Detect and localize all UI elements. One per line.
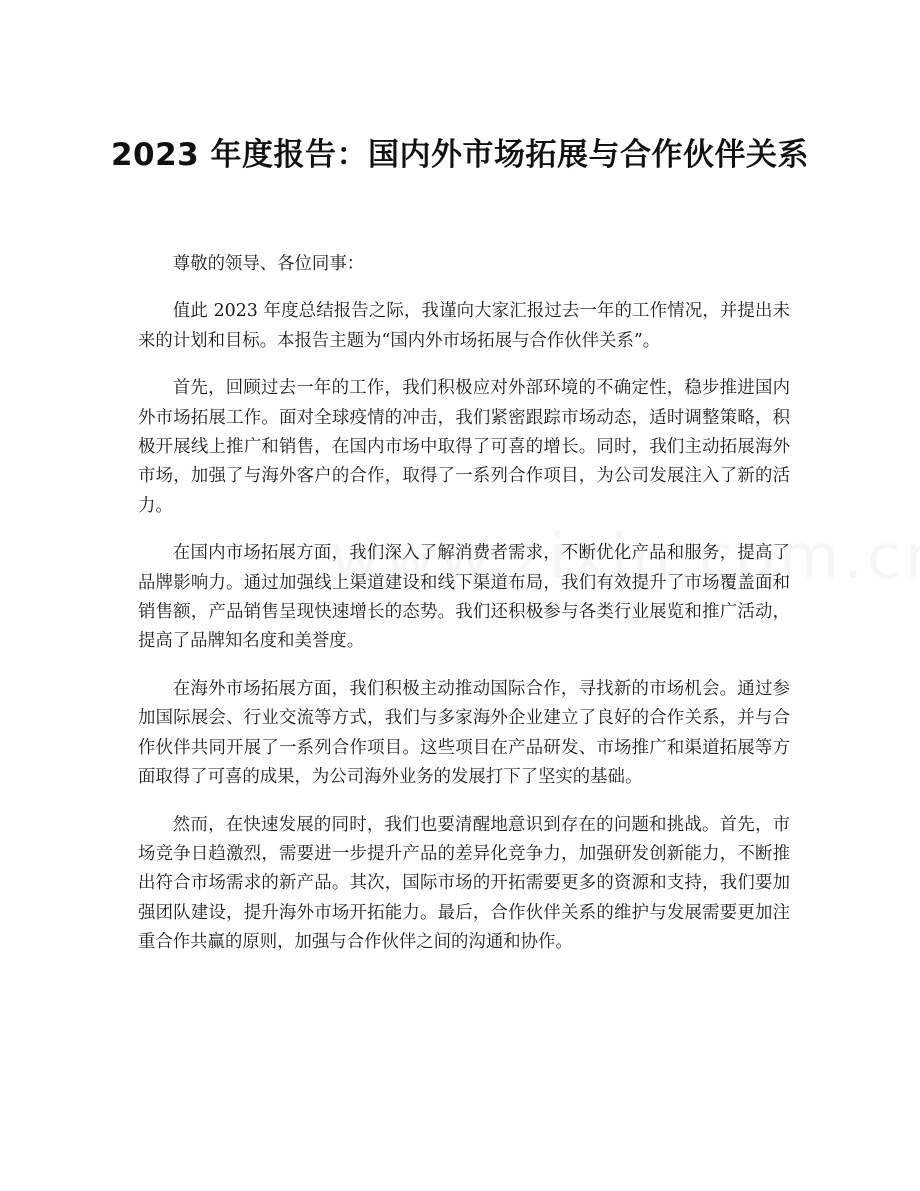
review-paragraph: 首先，回顾过去一年的工作，我们积极应对外部环境的不确定性，稳步推进国内外市场拓展工作。面对全球疫情的冲击，我们紧密跟踪市场动态，适时调整策略，积极开展线上推广和销售，在国内市场中取得了可喜的增长。同时，我们主动拓展海外市场，加强了与海外客户的合作，取得了一系列合作项目，为公司发展注入了新的活力。	[138, 378, 790, 516]
salutation-paragraph: 尊敬的领导、各位同事：	[172, 254, 365, 274]
challenges-paragraph: 然而，在快速发展的同时，我们也要清醒地意识到存在的问题和挑战。首先，市场竞争日趋激烈，需要进一步提升产品的差异化竞争力，加强研发创新能力，不断推出符合市场需求的新产品。其次，国际市场的开拓需要更多的资源和支持，我们要加强团队建设，提升海外市场开拓能力。最后，合作伙伴关系的维护与发展需要更加注重合作共赢的原则，加强与合作伙伴之间的沟通和协作。	[138, 814, 790, 953]
domestic-market-paragraph: 在国内市场拓展方面，我们深入了解消费者需求，不断优化产品和服务，提高了品牌影响力。通过加强线上渠道建设和线下渠道布局，我们有效提升了市场覆盖面和销售额，产品销售呈现快速增长的态势。我们还积极参与各类行业展览和推广活动，提高了品牌知名度和美誉度。	[138, 543, 790, 652]
document-title: 2023 年度报告：国内外市场拓展与合作伙伴关系	[110, 136, 810, 173]
document-body	[138, 250, 790, 976]
intro-paragraph: 值此 2023 年度总结报告之际，我谨向大家汇报过去一年的工作情况，并提出未来的计划和目标。本报告主题为“国内外市场拓展与合作伙伴关系”。	[138, 301, 790, 351]
overseas-market-paragraph: 在海外市场拓展方面，我们积极主动推动国际合作，寻找新的市场机会。通过参加国际展会、行业交流等方式，我们与多家海外企业建立了良好的合作关系，并与合作伙伴共同开展了一系列合作项目。这些项目在产品研发、市场推广和渠道拓展等方面取得了可喜的成果，为公司海外业务的发展打下了坚实的基础。	[138, 678, 790, 788]
